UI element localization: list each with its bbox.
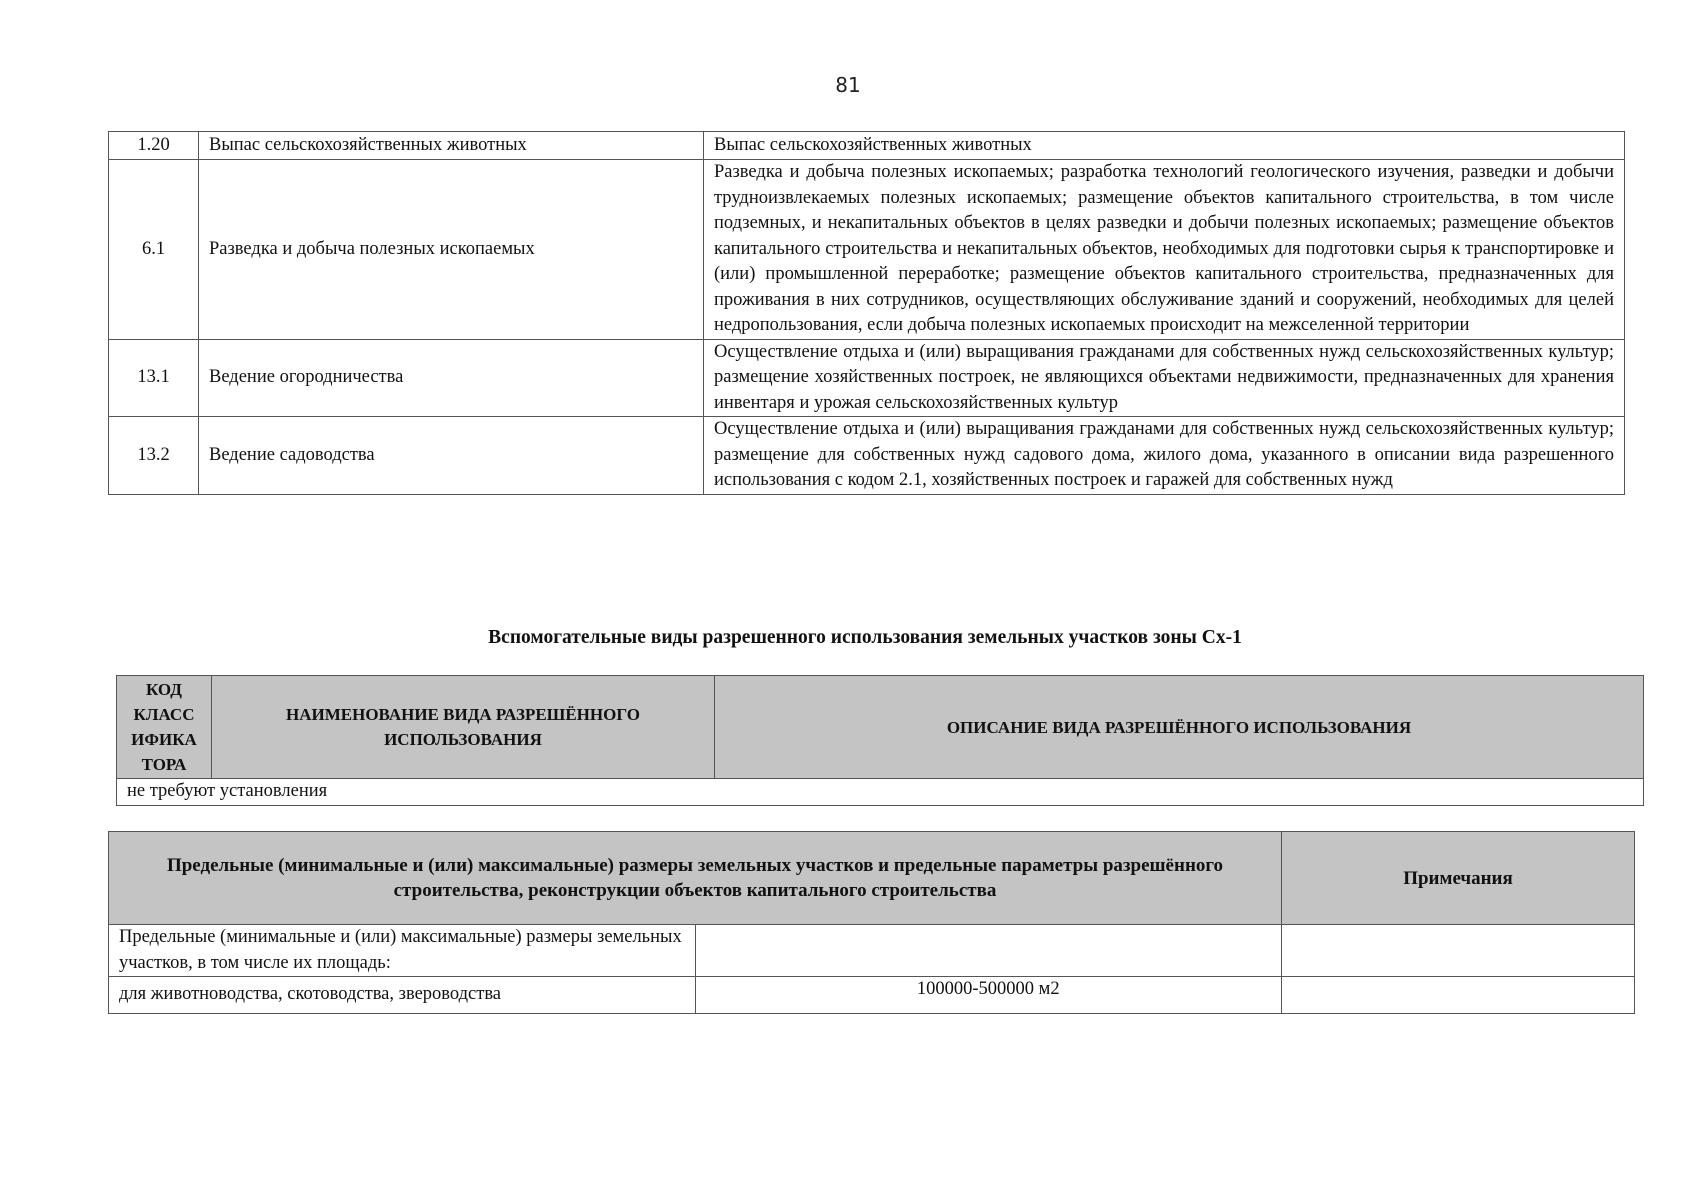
row-description: Выпас сельскохозяйственных животных [704, 132, 1625, 160]
row-code: 13.1 [109, 339, 199, 417]
row-code: 6.1 [109, 160, 199, 340]
row-code: 1.20 [109, 132, 199, 160]
main-uses-table [108, 131, 1625, 495]
limit-label: для животноводства, скотоводства, звероводства [109, 977, 696, 1014]
row-name: Ведение огородничества [199, 339, 704, 417]
table-row [109, 925, 1635, 977]
limit-note [1282, 925, 1635, 977]
table-header-row [109, 832, 1635, 925]
limit-value: 100000-500000 м2 [695, 977, 1282, 1014]
section-title: Вспомогательные виды разрешенного использования земельных участков зоны Сх-1 [488, 627, 1242, 648]
header-code: КОД КЛАСС ИФИКА ТОРА [117, 676, 212, 779]
limit-note [1282, 977, 1635, 1014]
limit-label: Предельные (минимальные и (или) максимальные) размеры земельных участков, в том числе их площадь: [109, 925, 696, 977]
row-description: Разведка и добыча полезных ископаемых; разработка технологий геологического изучения, разведки и добычи трудноизвлекаемых полезных ископаемых; размещение объектов капитального строительства, в том числе подземных, и некапитальных объектов в целях разведки и добычи полезных ископаемых; размещение объектов капитального строительства и некапитальных объектов, необходимых для подготовки сырья к транспортировке и (или) промышленной переработке; размещение объектов капитального строительства, предназначенных для проживания в них сотрудников, осуществляющих обслуживание зданий и сооружений, необходимых для целей недропользования, если добыча полезных ископаемых происходит на межселенной территории [704, 160, 1625, 340]
table-row [109, 977, 1635, 1014]
table-row [109, 132, 1625, 160]
row-name: Разведка и добыча полезных ископаемых [199, 160, 704, 340]
not-required-note: не требуют установления [117, 779, 1644, 806]
row-name: Ведение садоводства [199, 417, 704, 495]
header-description: ОПИСАНИЕ ВИДА РАЗРЕШЁННОГО ИСПОЛЬЗОВАНИЯ [715, 676, 1644, 779]
page-number: 81 [835, 73, 861, 97]
table-row [117, 779, 1644, 806]
row-description: Осуществление отдыха и (или) выращивания гражданами для собственных нужд сельскохозяйственных культур; размещение хозяйственных построек, не являющихся объектами недвижимости, предназначенных для хранения инвентаря и урожая сельскохозяйственных культур [704, 339, 1625, 417]
table-row [109, 339, 1625, 417]
row-code: 13.2 [109, 417, 199, 495]
row-name: Выпас сельскохозяйственных животных [199, 132, 704, 160]
limit-value [695, 925, 1282, 977]
limits-table [108, 831, 1635, 1014]
table-header-row [117, 676, 1644, 779]
header-params: Предельные (минимальные и (или) максимальные) размеры земельных участков и предельные параметры разрешённого строительства, реконструкции объектов капитального строительства [109, 832, 1282, 925]
header-notes: Примечания [1282, 832, 1635, 925]
table-row [109, 417, 1625, 495]
auxiliary-uses-table [116, 675, 1644, 806]
table-row [109, 160, 1625, 340]
header-name: НАИМЕНОВАНИЕ ВИДА РАЗРЕШЁННОГО ИСПОЛЬЗОВАНИЯ [212, 676, 715, 779]
row-description: Осуществление отдыха и (или) выращивания гражданами для собственных нужд сельскохозяйственных культур; размещение для собственных нужд садового дома, жилого дома, указанного в описании вида разрешенного использования с кодом 2.1, хозяйственных построек и гаражей для собственных нужд [704, 417, 1625, 495]
